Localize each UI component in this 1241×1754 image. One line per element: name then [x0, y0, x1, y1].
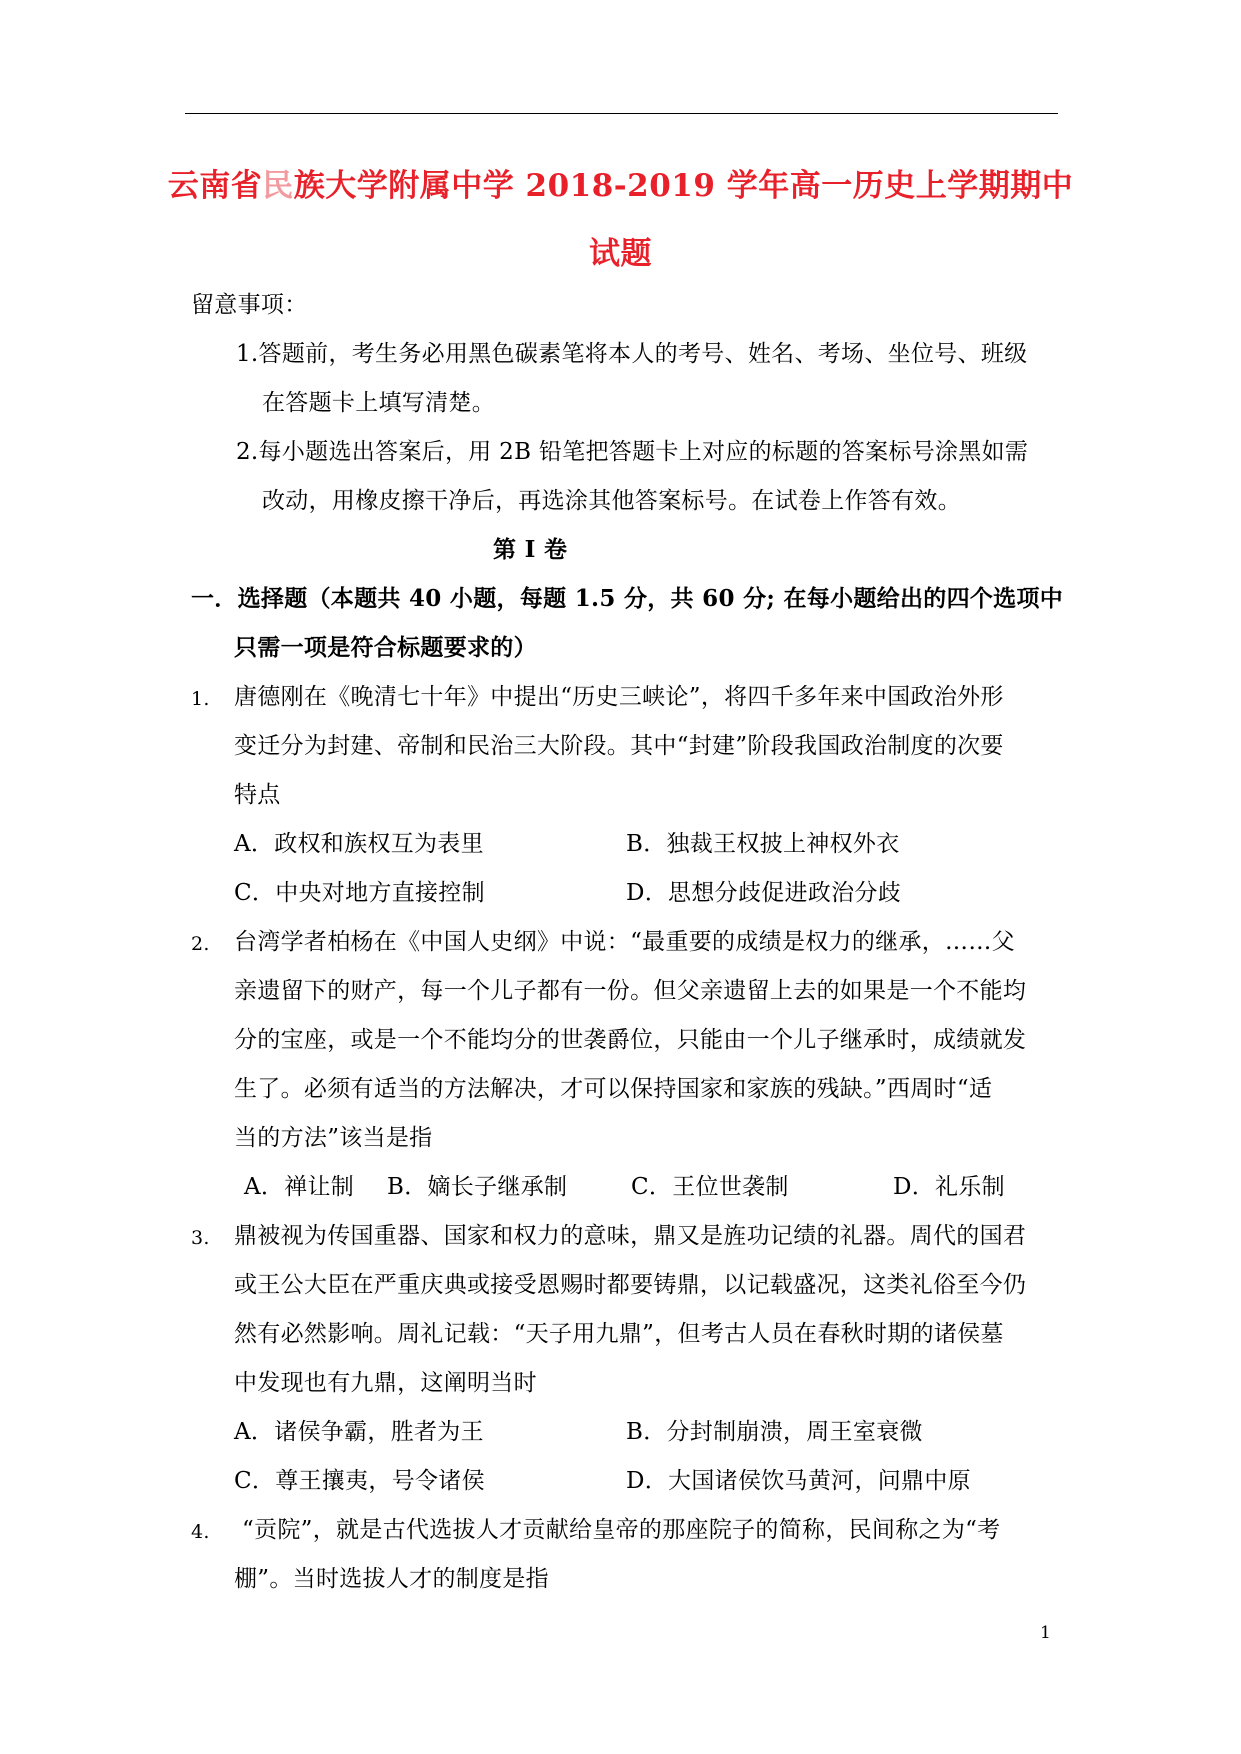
question-2-number: 2.	[191, 933, 210, 955]
section-heading: 一．选择题（本题共 40 小题，每题 1.5 分，共 60 分; 在每小题给出的四个选项中	[191, 585, 1064, 612]
question-2-stem-5: 当的方法”该当是指	[234, 1125, 433, 1151]
volume-heading: 第 I 卷	[493, 536, 568, 563]
question-4-stem: “贡院”，就是古代选拔人才贡献给皇帝的那座院子的简称，民间称之为“考	[242, 1517, 1001, 1543]
page-title-line2: 试题	[589, 236, 652, 272]
question-4-number: 4.	[191, 1521, 210, 1543]
question-3-option-c: C．尊王攘夷，号令诸侯	[234, 1468, 485, 1494]
section-heading-cont: 只需一项是符合标题要求的）	[234, 634, 537, 661]
header-rule	[185, 113, 1058, 114]
title-faint-char: 民	[262, 168, 294, 204]
question-3-number: 3.	[191, 1227, 210, 1249]
question-4-stem-2: 棚”。当时选拔人才的制度是指	[234, 1566, 549, 1592]
question-2-stem-4: 生了。必须有适当的方法解决，才可以保持国家和家族的残缺。”西周时“适	[234, 1076, 993, 1102]
question-1-stem: 唐德刚在《晚清七十年》中提出“历史三峡论”，将四千多年来中国政治外形	[234, 684, 1004, 710]
question-3-stem: 鼎被视为传国重器、国家和权力的意味，鼎又是旌功记绩的礼器。周代的国君	[234, 1223, 1027, 1249]
question-2-stem: 台湾学者柏杨在《中国人史纲》中说：“最重要的成绩是权力的继承，……父	[234, 929, 1015, 955]
question-3-option-d: D．大国诸侯饮马黄河，问鼎中原	[626, 1468, 971, 1494]
question-2-stem-3: 分的宝座，或是一个不能均分的世袭爵位，只能由一个儿子继承时，成绩就发	[234, 1027, 1027, 1053]
notice-item-1-cont: 在答题卡上填写清楚。	[262, 390, 495, 416]
question-2-option-a: A．禅让制	[244, 1174, 355, 1200]
notice-item-2-cont: 改动，用橡皮擦干净后，再选涂其他答案标号。在试卷上作答有效。	[262, 488, 961, 514]
question-2-option-d: D．礼乐制	[893, 1174, 1005, 1200]
question-1-option-d: D．思想分歧促进政治分歧	[626, 880, 902, 906]
notice-heading: 留意事项：	[191, 292, 308, 318]
question-1-option-a: A．政权和族权互为表里	[234, 831, 484, 857]
question-3-option-a: A．诸侯争霸，胜者为王	[234, 1419, 484, 1445]
question-1-stem-3: 特点	[234, 782, 281, 808]
page-number: 1	[1040, 1623, 1051, 1643]
question-1-option-c: C．中央对地方直接控制	[234, 880, 485, 906]
notice-item-1: 1.答题前，考生务必用黑色碳素笔将本人的考号、姓名、考场、坐位号、班级	[236, 341, 1028, 367]
question-2-option-b: B．嫡长子继承制	[387, 1174, 568, 1200]
notice-item-2: 2.每小题选出答案后，用 2B 铅笔把答题卡上对应的标题的答案标号涂黑如需	[236, 439, 1029, 465]
question-2-stem-2: 亲遗留下的财产，每一个儿子都有一份。但父亲遗留上去的如果是一个不能均	[234, 978, 1027, 1004]
question-3-stem-3: 然有必然影响。周礼记载：“天子用九鼎”，但考古人员在春秋时期的诸侯墓	[234, 1321, 1004, 1347]
page-title: 云南省民族大学附属中学 2018-2019 学年高一历史上学期期中	[167, 168, 1074, 204]
question-2-option-c: C．王位世袭制	[631, 1174, 789, 1200]
question-1-option-b: B．独裁王权披上神权外衣	[626, 831, 900, 857]
question-3-stem-4: 中发现也有九鼎，这阐明当时	[234, 1370, 537, 1396]
question-1-number: 1.	[191, 688, 210, 710]
question-3-stem-2: 或王公大臣在严重庆典或接受恩赐时都要铸鼎，以记载盛况，这类礼俗至今仍	[234, 1272, 1027, 1298]
question-3-option-b: B．分封制崩溃，周王室衰微	[626, 1419, 923, 1445]
question-1-stem-2: 变迁分为封建、帝制和民治三大阶段。其中“封建”阶段我国政治制度的次要	[234, 733, 1004, 759]
